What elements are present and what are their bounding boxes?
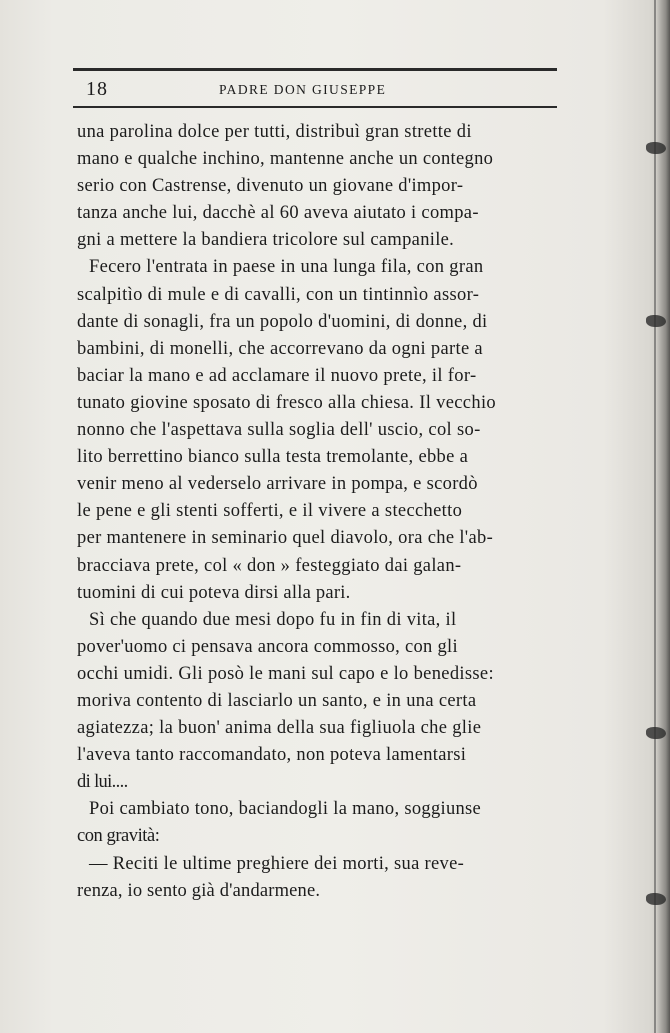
text-line: — Reciti le ultime preghiere dei morti, sua reve- [89, 853, 465, 874]
page-header [73, 78, 557, 104]
text-line: venir meno al vederselo arrivare in pompa, e scordò [77, 474, 478, 495]
text-line: Fecero l'entrata in paese in una lunga fila, con gran [89, 257, 484, 278]
running-title: PADRE DON GIUSEPPE [219, 82, 387, 97]
text-line: tanza anche lui, dacchè al 60 aveva aiutato i compa- [77, 203, 479, 224]
text-line: le pene e gli stenti sofferti, e il vivere a stecchetto [77, 501, 463, 522]
top-rule [73, 68, 557, 71]
text-line: occhi umidi. Gli posò le mani sul capo e lo benedisse: [77, 663, 494, 684]
text-line: bracciava prete, col « don » festeggiato dai galan- [77, 555, 462, 576]
body-text [77, 119, 569, 905]
binding-mark [646, 727, 666, 739]
page-number: 18 [86, 78, 108, 100]
header-rule [73, 106, 557, 108]
page-edge-shadow [656, 0, 670, 1033]
text-line: pover'uomo ci pensava ancora commosso, con gli [77, 636, 458, 657]
text-line: di lui.... [77, 772, 128, 793]
text-line: tuomini di cui poteva dirsi alla pari. [77, 582, 351, 603]
text-line: nonno che l'aspettava sulla soglia dell' uscio, col so- [77, 420, 481, 441]
binding-mark [646, 893, 666, 905]
text-line: renza, io sento già d'andarmene. [77, 880, 321, 901]
text-line: gni a mettere la bandiera tricolore sul campanile. [77, 230, 455, 251]
text-line: Sì che quando due mesi dopo fu in fin di vita, il [89, 609, 457, 630]
binding-mark [646, 315, 666, 327]
text-line: una parolina dolce per tutti, distribuì gran strette di [77, 122, 472, 142]
text-line: scalpitìo di mule e di cavalli, con un tintinnìo assor- [77, 284, 480, 305]
text-line: Poi cambiato tono, baciandogli la mano, soggiunse [89, 799, 482, 820]
text-line: dante di sonagli, fra un popolo d'uomini, di donne, di [77, 311, 488, 332]
text-line: lito berrettino bianco sulla testa tremolante, ebbe a [77, 447, 469, 468]
text-line: serio con Castrense, divenuto un giovane d'impor- [77, 176, 464, 197]
binding-mark [646, 142, 666, 154]
text-line: mano e qualche inchino, mantenne anche un contegno [77, 149, 494, 170]
text-line: baciar la mano e ad acclamare il nuovo prete, il for- [77, 365, 477, 386]
text-line: con gravità: [77, 826, 160, 847]
text-line: moriva contento di lasciarlo un santo, e in una certa [77, 690, 477, 711]
text-line: per mantenere in seminario quel diavolo, ora che l'ab- [77, 528, 494, 549]
text-line: l'aveva tanto raccomandato, non poteva lamentarsi [77, 745, 467, 766]
text-line: tunato giovine sposato di fresco alla chiesa. Il vecchio [77, 392, 497, 413]
text-line: agiatezza; la buon' anima della sua figliuola che glie [77, 718, 482, 739]
text-line: bambini, di monelli, che accorrevano da ogni parte a [77, 338, 483, 359]
